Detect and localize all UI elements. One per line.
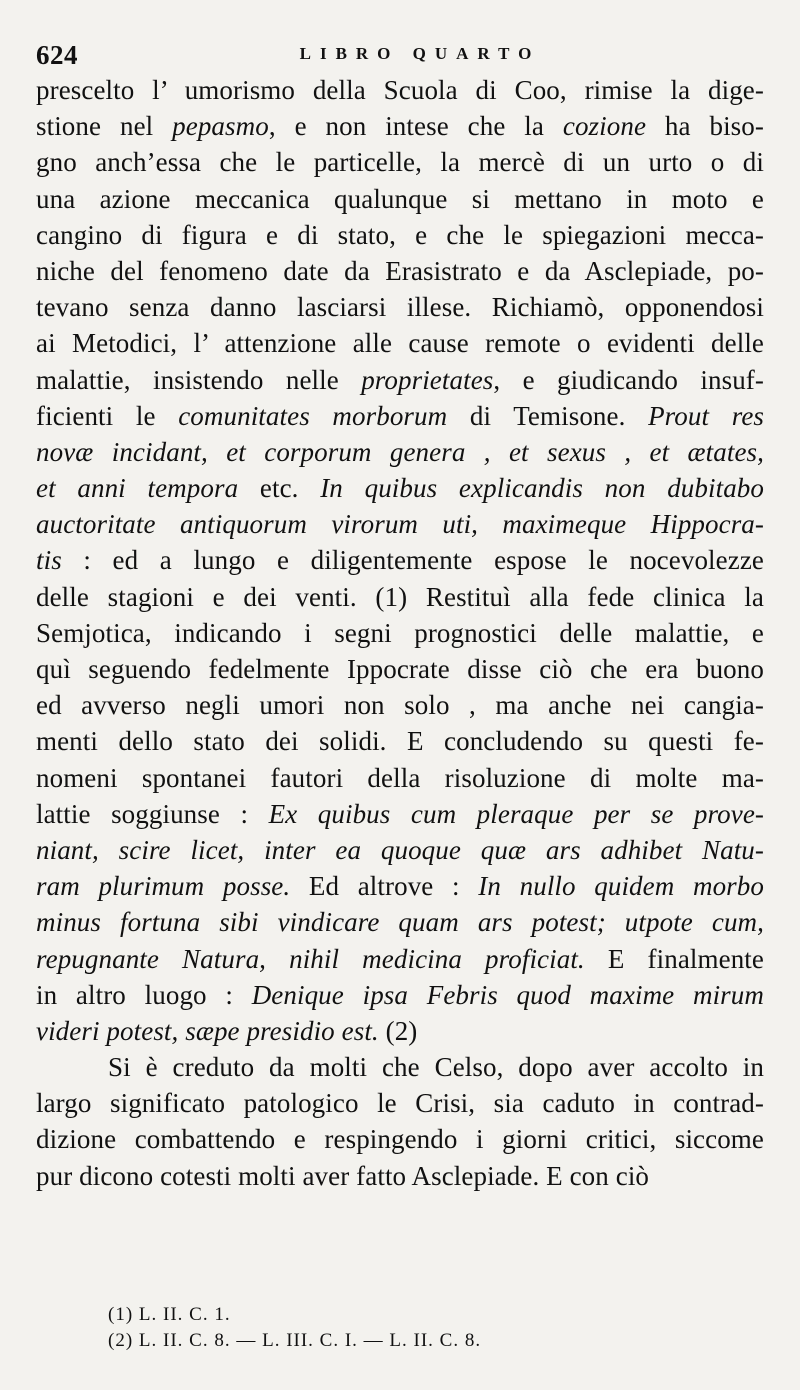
text-line: et anni tempora etc. In quibus explicandis non dubitabo xyxy=(36,473,764,504)
text-line: quì seguendo fedelmente Ippocrate disse ciò che era buono xyxy=(36,654,764,684)
text-line: cangino di figura e di stato, e che le spiegazioni mecca- xyxy=(36,219,764,250)
text-line: minus fortuna sibi vindicare quam ars potest; utpote cum, xyxy=(36,907,764,938)
text-line: lattie soggiunse : Ex quibus cum pleraque per se prove- xyxy=(36,798,765,829)
text-line: malattie, insistendo nelle proprietates, e giudicando insuf- xyxy=(36,364,764,395)
text-line: tis : ed a lungo e diligentemente espose le nocevolezze xyxy=(36,545,764,576)
text-line: repugnante Natura, nihil medicina proficiat. E finalmente xyxy=(36,943,764,974)
text-line: niant, scire licet, inter ea quoque quæ ars adhibet Natu- xyxy=(36,834,764,865)
text-line: gno anch’essa che le particelle, la mercè di un urto o di xyxy=(36,147,764,178)
text-line: auctoritate antiquorum virorum uti, maximeque Hippocra- xyxy=(36,509,764,540)
text-line: pur dicono cotesti molti aver fatto Asclepiade. E con ciò xyxy=(36,1160,650,1191)
text-line: ed avverso negli umori non solo , ma anche nei cangia- xyxy=(36,690,764,721)
text-line: in altro luogo : Denique ipsa Febris quod maxime mirum xyxy=(36,979,764,1010)
text-line: niche del fenomeno date da Erasistrato e da Asclepiade, po- xyxy=(36,255,764,286)
text-line: largo significato patologico le Crisi, sia caduto in contrad- xyxy=(36,1088,764,1119)
text-line: videri potest, sæpe presidio est. (2) xyxy=(36,1015,418,1046)
text-line: ficienti le comunitates morborum di Temisone. Prout res xyxy=(36,400,765,431)
text-line: delle stagioni e dei venti. (1) Restituì alla fede clinica la xyxy=(36,581,764,612)
text-line: tevano senza danno lasciarsi illese. Richiamò, opponendosi xyxy=(36,292,764,323)
page-header xyxy=(36,40,764,74)
text-line: ram plurimum posse. Ed altrove : In nullo quidem morbo xyxy=(36,871,764,902)
text-line: ai Metodici, l’ attenzione alle cause remote o evidenti delle xyxy=(36,328,764,359)
text-line: Si è creduto da molti che Celso, dopo aver accolto in xyxy=(108,1052,764,1083)
footnotes xyxy=(108,1302,708,1354)
footnote: (1) L. II. C. 1. xyxy=(108,1304,231,1325)
text-line: dizione combattendo e respingendo i giorni critici, siccome xyxy=(36,1124,764,1155)
text-line: menti dello stato dei solidi. E concludendo su questi fe- xyxy=(36,726,764,757)
text-line: stione nel pepasmo, e non intese che la cozione ha biso- xyxy=(36,111,764,142)
text-line: Semjotica, indicando i segni prognostici delle malattie, e xyxy=(36,617,764,648)
page-number: 624 xyxy=(36,40,78,70)
running-head: LIBRO QUARTO xyxy=(299,44,541,63)
text-line: una azione meccanica qualunque si mettano in moto e xyxy=(36,183,764,214)
text-line: novæ incidant, et corporum genera , et sexus , et ætates, xyxy=(36,436,764,467)
footnote: (2) L. II. C. 8. — L. III. C. I. — L. II. C. 8. xyxy=(108,1330,482,1351)
body-text xyxy=(36,72,764,1194)
text-line: prescelto l’ umorismo della Scuola di Coo, rimise la dige- xyxy=(36,75,764,105)
text-line: nomeni spontanei fautori della risoluzione di molte ma- xyxy=(36,762,764,793)
